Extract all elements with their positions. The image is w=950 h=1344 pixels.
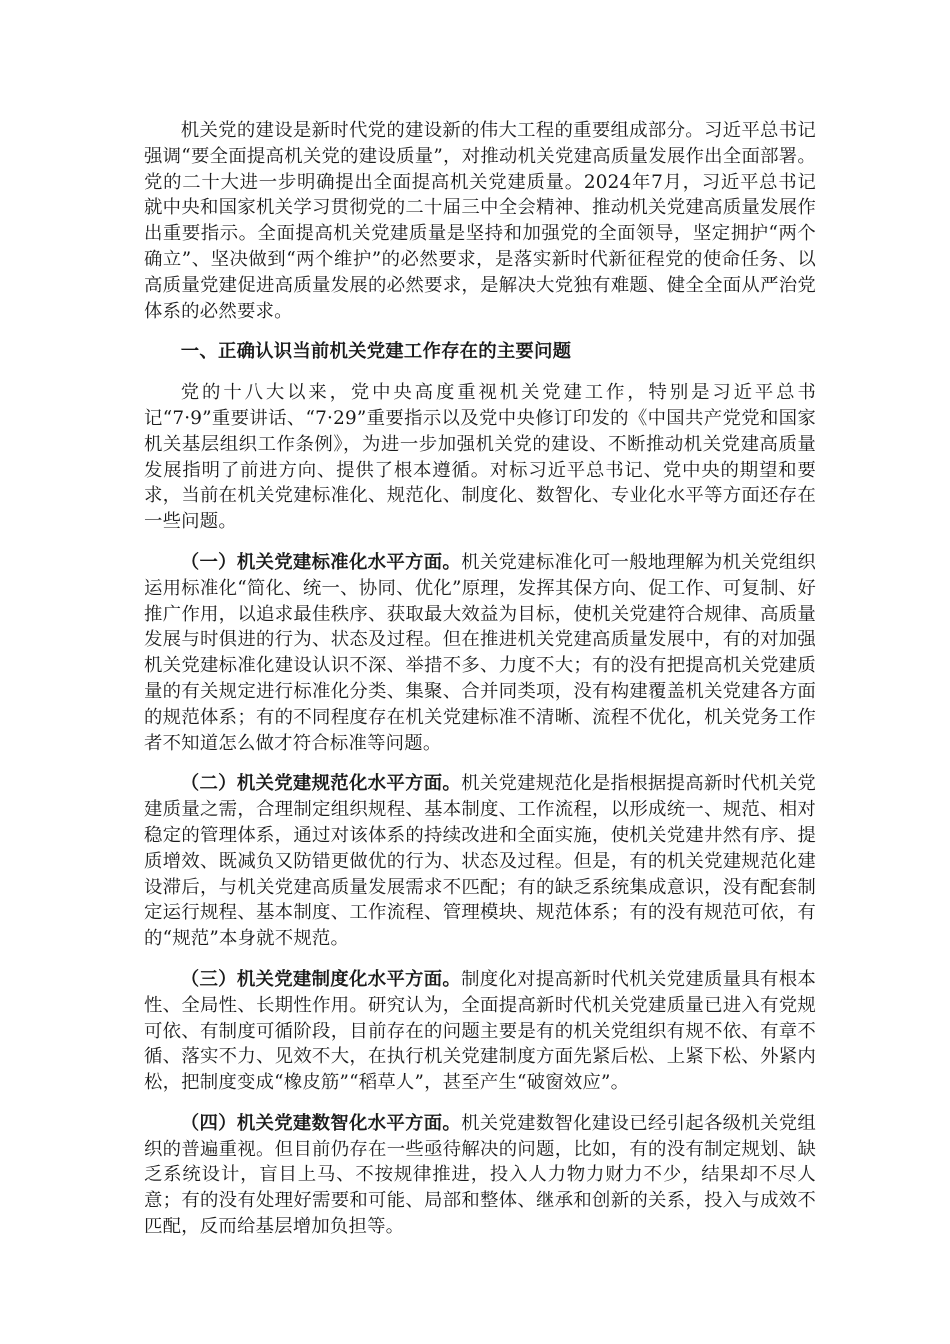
- item-lead: （二）机关党建规范化水平方面。: [180, 773, 462, 795]
- item-lead: （一）机关党建标准化水平方面。: [180, 551, 462, 573]
- item-regularization: [144, 771, 816, 952]
- item-text: 机关党建标准化可一般地理解为机关党组织运用标准化“简化、统一、协同、优化”原理，发挥其保方向、促工作、可复制、好推广作用，以追求最佳秩序、获取最大效益为目标，使机关党建符合规律、高质量发展与时俱进的行为、状态及过程。但在推进机关党建高质量发展中，有的对加强机关党建标准化建设认识不深、举措不多、力度不大；有的没有把提高机关党建质量的有关规定进行标准化分类、集聚、合并同类项，没有构建覆盖机关党建各方面的规范体系；有的不同程度存在机关党建标准不清晰、流程不优化，机关党务工作者不知道怎么做才符合标准等问题。: [144, 551, 816, 754]
- item-text: 机关党建数智化建设已经引起各级机关党组织的普遍重视。但目前仍存在一些亟待解决的问题，比如，有的没有制定规划、缺乏系统设计，盲目上马、不按规律推进，投入人力物力财力不少，结果却不尽人意；有的没有处理好需要和可能、局部和整体、继承和创新的关系，投入与成效不匹配，反而给基层增加负担等。: [144, 1112, 816, 1238]
- section-intro-paragraph: 党的十八大以来，党中央高度重视机关党建工作，特别是习近平总书记“7·9”重要讲话、“7·29”重要指示以及党中央修订印发的《中国共产党党和国家机关基层组织工作条例》，为进一步加强机关党的建设、不断推动机关党建高质量发展指明了前进方向、提供了根本遵循。对标习近平总书记、党中央的期望和要求，当前在机关党建标准化、规范化、制度化、数智化、专业化水平等方面还存在一些问题。: [144, 382, 816, 533]
- item-lead: （三）机关党建制度化水平方面。: [180, 968, 462, 990]
- item-institutionalization: [144, 967, 816, 1096]
- intro-paragraph: 机关党的建设是新时代党的建设新的伟大工程的重要组成部分。习近平总书记强调“要全面提高机关党的建设质量”，对推动机关党建高质量发展作出全面部署。党的二十大进一步明确提出全面提高机关党建质量。2024年7月，习近平总书记就中央和国家机关学习贯彻党的二十届三中全会精神、推动机关党建高质量发展作出重要指示。全面提高机关党建质量是坚持和加强党的全面领导，坚定拥护“两个确立”、坚决做到“两个维护”的必然要求，是落实新时代新征程党的使命任务、以高质量党建促进高质量发展的必然要求，是解决大党独有难题、健全全面从严治党体系的必然要求。: [144, 120, 816, 322]
- section-heading: 一、正确认识当前机关党建工作存在的主要问题: [180, 341, 572, 363]
- item-text: 机关党建规范化是指根据提高新时代机关党建质量之需，合理制定组织规程、基本制度、工作流程，以形成统一、规范、相对稳定的管理体系，通过对该体系的持续改进和全面实施，使机关党建井然有序、提质增效、既减负又防错更做优的行为、状态及过程。但是，有的机关党建规范化建设滞后，与机关党建高质量发展需求不匹配；有的缺乏系统集成意识，没有配套制定运行规程、基本制度、工作流程、管理模块、规范体系；有的没有规范可依，有的“规范”本身就不规范。: [144, 773, 816, 950]
- item-text: 制度化对提高新时代机关党建质量具有根本性、全局性、长期性作用。研究认为，全面提高新时代机关党建质量已进入有党规可依、有制度可循阶段，目前存在的问题主要是有的机关党组织有规不依、有章不循、落实不力、见效不大，在执行机关党建制度方面先紧后松、上紧下松、外紧内松，把制度变成“橡皮筋”“稻草人”，甚至产生“破窗效应”。: [144, 968, 816, 1094]
- item-lead: （四）机关党建数智化水平方面。: [180, 1112, 462, 1134]
- item-digitalization: [144, 1111, 816, 1240]
- document-page: [144, 118, 816, 1240]
- item-standardization: [144, 550, 816, 756]
